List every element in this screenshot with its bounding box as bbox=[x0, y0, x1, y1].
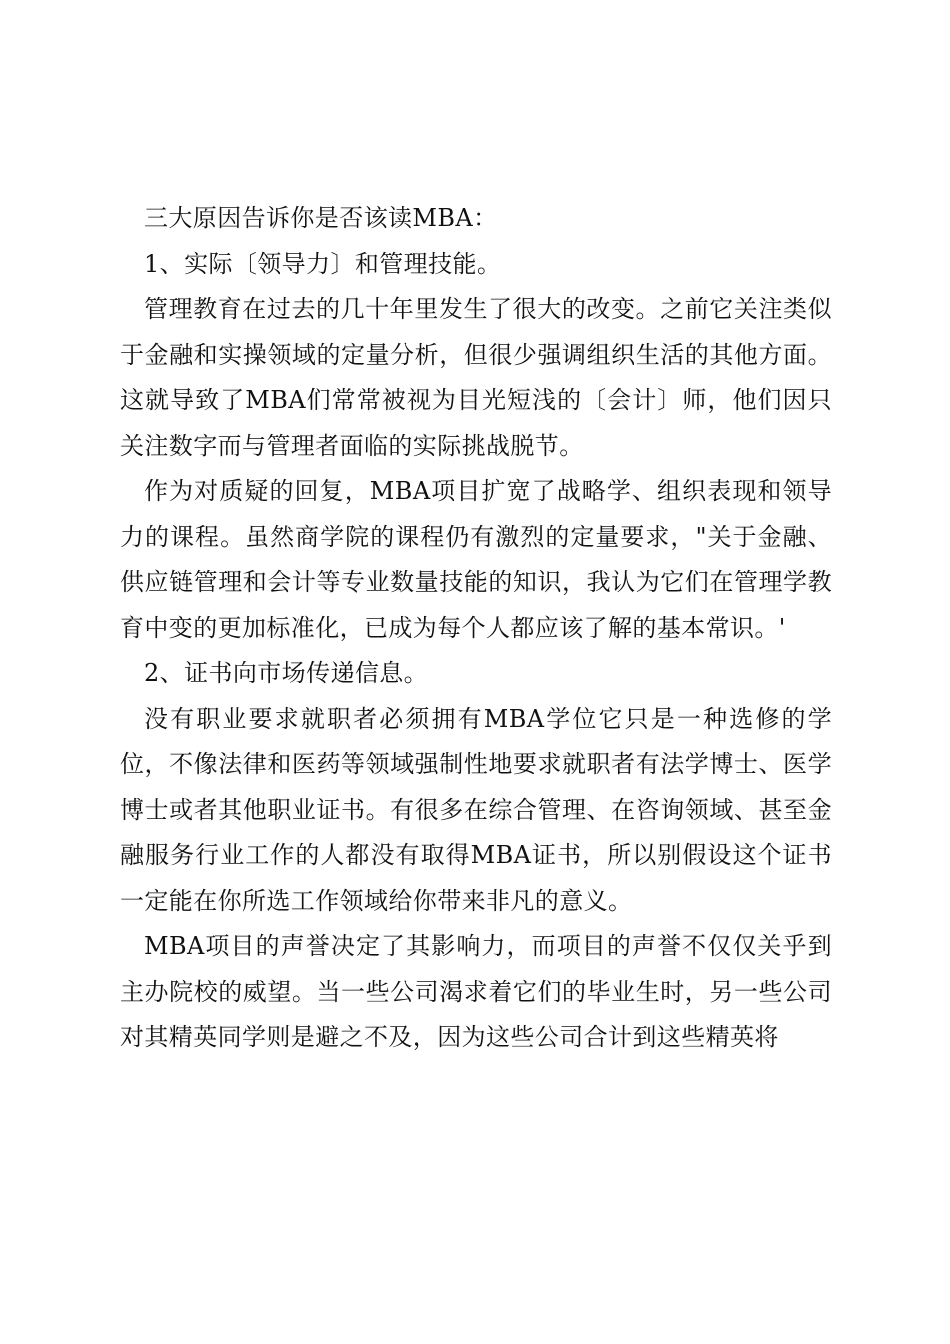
paragraph-heading: 三大原因告诉你是否该读MBA： bbox=[144, 204, 498, 232]
paragraph: MBA项目的声誉决定了其影响力，而项目的声誉不仅仅关乎到主办院校的威望。当一些公司渴求着它们的毕业生时，另一些公司对其精英同学则是避之不及，因为这些公司合计到这些精英将 bbox=[120, 932, 832, 1051]
paragraph: 没有职业要求就职者必须拥有MBA学位它只是一种选修的学位，不像法律和医药等领域强制性地要求就职者有法学博士、医学博士或者其他职业证书。有很多在综合管理、在咨询领域、甚至金融服务行业工作的人都没有取得MBA证书，所以别假设这个证书一定能在你所选工作领域给你带来非凡的意义。 bbox=[120, 704, 832, 915]
paragraph: 作为对质疑的回复，MBA项目扩宽了战略学、组织表现和领导力的课程。虽然商学院的课程仍有激烈的定量要求，"关于金融、供应链管理和会计等专业数量技能的知识，我认为它们在管理学教育中变的更加标准化，已成为每个人都应该了解的基本常识。' bbox=[120, 477, 832, 642]
document-body bbox=[120, 196, 832, 1061]
paragraph: 管理教育在过去的几十年里发生了很大的改变。之前它关注类似于金融和实操领域的定量分析，但很少强调组织生活的其他方面。这就导致了MBA们常常被视为目光短浅的〔会计〕师，他们因只关注数字而与管理者面临的实际挑战脱节。 bbox=[120, 295, 832, 460]
paragraph-point-2-title: 2、证书向市场传递信息。 bbox=[144, 659, 429, 687]
paragraph-point-1-title: 1、实际〔领导力〕和管理技能。 bbox=[144, 249, 502, 278]
